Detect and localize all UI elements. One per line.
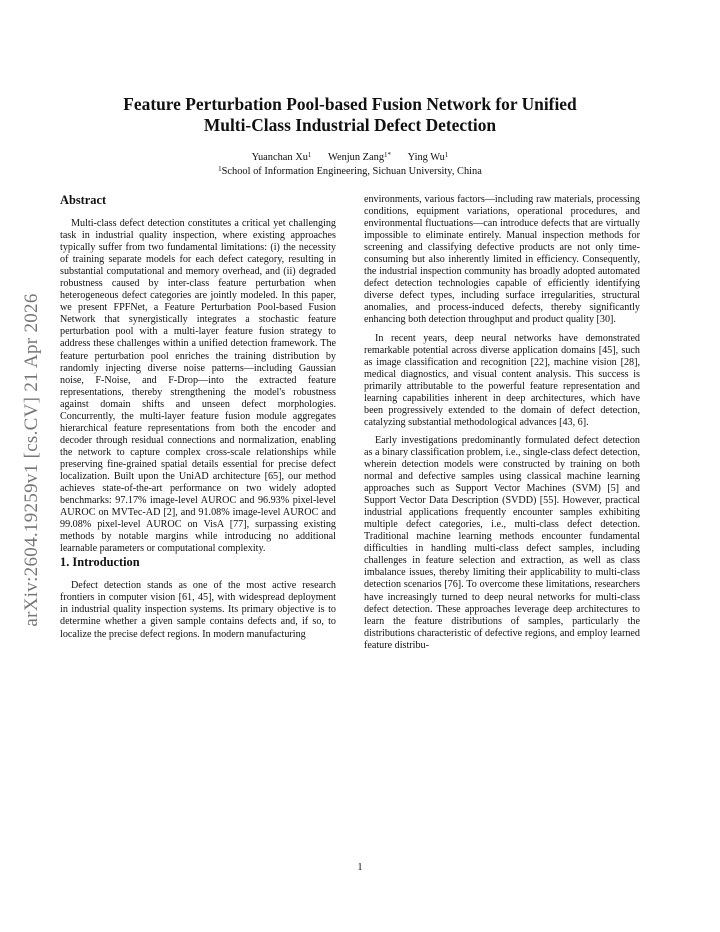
title-line-1: Feature Perturbation Pool-based Fusion Network for Unified [123, 94, 577, 114]
intro-paragraph-1: Defect detection stands as one of the most active research frontiers in computer vision [61, 45], with widespread deployment in industrial quality inspection systems. Its primary objective is to determine whether a given sample contains defects and, if so, to localize the precise defect regions. In modern manufacturing [60, 580, 336, 640]
author-list [60, 151, 640, 164]
author: Yuanchan Xu$^1$ [251, 151, 312, 163]
intro-paragraph-3: Early investigations predominantly formulated defect detection as a binary classification problem, i.e., single-class defect detection, wherein detection models were constructed by training on both normal and defective samples using classical machine learning approaches such as Support Vector Machines (SVM) [5] and Support Vector Data Description (SVDD) [55]. However, practical industrial applications frequently encounter samples exhibiting multiple defect categories, i.e., multi-class defect detection. Traditional machine learning methods encounter fundamental difficulties in handling multi-class defect samples, including challenges in feature selection and extraction, as well as class imbalance issues, thereby limiting their applicability to multi-class detection scenarios [76]. To overcome these limitations, researchers have increasingly turned to deep neural networks for multi-class defect detection. These approaches leverage deep architectures to learn the feature distributions of samples, particularly the distributions characteristic of defective regions, and employ learned feature distribu- [364, 434, 640, 651]
left-column [60, 193, 336, 641]
author: Ying Wu$^1$ [407, 151, 449, 163]
title-block [60, 94, 640, 178]
affiliation: $^1$School of Information Engineering, Sichuan University, China [218, 165, 482, 177]
intro-paragraph-1-continued: environments, various factors—including raw materials, processing conditions, equipment variations, operational procedures, and environmental fluctuations—can introduce defects that are virtually impossible to eliminate entirely. Manual inspection methods for screening and classifying defective products are not only time-consuming but also inherently limited in efficiency. Consequently, the industrial inspection community has broadly adopted automated defect detection technologies capable of efficiently identifying diverse defect types, including surface irregularities, structural anomalies, and process-induced defects, thereby significantly enhancing both detection throughput and product quality [30]. [364, 194, 640, 326]
arxiv-identifier-stamp: arXiv:2604.19259v1 [cs.CV] 21 Apr 2026 [21, 293, 42, 627]
page-number: 1 [357, 862, 363, 873]
abstract-text: Multi-class defect detection constitutes a critical yet challenging task in industrial quality inspection, where existing approaches typically suffer from two fundamental limitations: (i) the necessity of training separate models for each defect category, resulting in substantial computational and memory overhead, and (ii) degraded robustness caused by inter-class feature perturbation when heterogeneous defect categories are jointly modeled. In this paper, we present FPFNet, a Feature Perturbation Pool-based Fusion Network that synergistically integrates a stochastic feature perturbation pool with a multi-layer feature fusion strategy to address these challenges within a unified detection framework. The feature perturbation pool enriches the training distribution by randomly injecting diverse noise patterns—including Gaussian noise, F-Noise, and F-Drop—into the extracted feature representations, thereby strengthening the model's robustness against domain shifts and unseen defect morphologies. Concurrently, the multi-layer feature fusion module aggregates hierarchical feature representations from both the encoder and decoder through residual connections and normalization, enabling the network to capture complex cross-scale relationships while preserving fine-grained spatial details essential for precise defect localization. Built upon the UniAD architecture [65], our method achieves state-of-the-art performance on two widely adopted benchmarks: 97.17% image-level AUROC and 96.93% pixel-level AUROC on MVTec-AD [2], and 91.08% image-level AUROC and 99.08% pixel-level AUROC on VisA [77], surpassing existing methods by notable margins while introducing no additional learnable parameters or computational complexity. [60, 218, 336, 555]
abstract-heading: Abstract [60, 193, 107, 207]
intro-paragraph-2: In recent years, deep neural networks have demonstrated remarkable potential across diverse application domains [45], such as image classification and recognition [22], machine vision [28], medical diagnostics, and visual content analysis. This success is primarily attributable to the powerful feature representation and learning capabilities inherent in deep architectures, which have been progressively extended to the domain of defect detection, catalyzing substantial methodological advances [43, 6]. [364, 332, 640, 428]
paper-title [60, 94, 640, 136]
author: Wenjun Zang$^{1*}$ [328, 151, 392, 163]
introduction-heading: 1. Introduction [60, 555, 140, 570]
right-column [364, 194, 640, 652]
title-line-2: Multi-Class Industrial Defect Detection [203, 115, 497, 135]
